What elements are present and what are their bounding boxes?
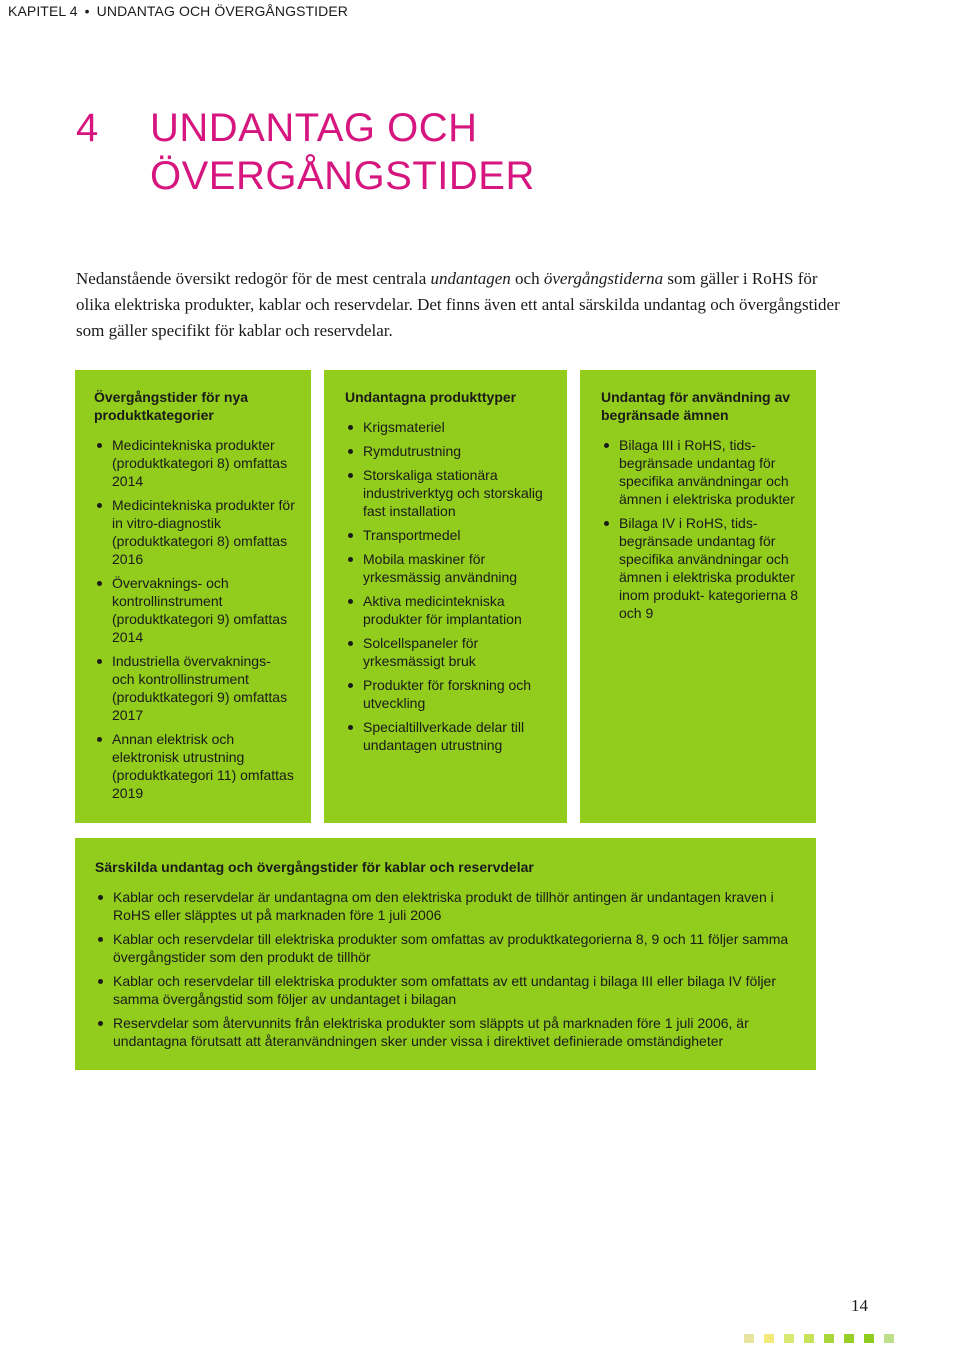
- list-item-text: Specialtillverkade delar till undantagen utrustning: [363, 719, 525, 753]
- deco-square: [764, 1334, 774, 1343]
- intro-part-3: som gäller i RoHS för olika elektriska produkter, kablar och reservdelar. Det finns även ett antal särskilda undantag och övergångstider som gäller specifikt för kablar och reservdelar.: [76, 269, 840, 340]
- list-item: [345, 442, 551, 460]
- list-item: [95, 888, 804, 924]
- list-item-text: Storskaliga stationära industriverktyg och storskalig fast installation: [363, 467, 543, 519]
- header-separator: •: [84, 3, 90, 19]
- list-item: [345, 592, 551, 628]
- box-restricted-substance-exemptions: [580, 370, 816, 823]
- list-item: [345, 676, 551, 712]
- bullet-icon: [348, 425, 353, 430]
- bullet-icon: [97, 443, 102, 448]
- list-item-text: Medicintekniska produkter för in vitro-diagnostik (produktkategori 8) omfattas 2016: [112, 497, 295, 567]
- bullet-icon: [98, 1021, 103, 1026]
- list-item-text: Bilaga III i RoHS, tids- begränsade undantag för specifika användningar och ämnen i elektriska produkter: [619, 437, 795, 507]
- box-heading: Undantag för användning av begränsade ämnen: [601, 389, 791, 423]
- bullet-icon: [348, 599, 353, 604]
- list-item-text: Produkter för forskning och utveckling: [363, 677, 532, 711]
- list-item-text: Solcellspaneler för yrkesmässigt bruk: [363, 635, 479, 669]
- list-item: [345, 634, 551, 670]
- deco-square: [864, 1334, 874, 1343]
- bullet-icon: [98, 895, 103, 900]
- list-item-text: Mobila maskiner för yrkesmässig användning: [363, 551, 518, 585]
- bullet-icon: [348, 641, 353, 646]
- running-header: [8, 3, 348, 19]
- bullet-icon: [97, 581, 102, 586]
- bullet-icon: [97, 737, 102, 742]
- list-item-text: Aktiva medicintekniska produkter för implantation: [363, 593, 522, 627]
- list-item-text: Medicintekniska produkter (produktkategori 8) omfattas 2014: [112, 437, 288, 489]
- list-item-text: Transportmedel: [363, 527, 461, 543]
- list-item-text: Övervaknings- och kontrollinstrument (produktkategori 9) omfattas 2014: [112, 575, 288, 645]
- intro-part-2: och: [510, 269, 544, 288]
- intro-part-1: Nedanstående översikt redogör för de mest centrala: [76, 269, 431, 288]
- deco-square: [824, 1334, 834, 1343]
- list-item-text: Krigsmateriel: [363, 419, 445, 435]
- deco-square: [884, 1334, 894, 1343]
- list-item: [94, 496, 295, 568]
- box-transition-periods: [75, 370, 311, 823]
- bullet-icon: [348, 473, 353, 478]
- box-heading: Övergångstider för nya produktkategorier: [94, 389, 249, 423]
- list-item: [345, 526, 551, 544]
- bullet-icon: [98, 979, 103, 984]
- list-item: [94, 730, 295, 802]
- chapter-label: KAPITEL 4: [8, 3, 78, 19]
- bullet-icon: [604, 443, 609, 448]
- list-item-text: Industriella övervaknings- och kontrollinstrument (produktkategori 9) omfattas 2017: [112, 653, 288, 723]
- bullet-list: [95, 888, 804, 1050]
- list-item: [94, 436, 295, 490]
- list-item-text: Kablar och reservdelar till elektriska produkter som omfattats av ett undantag i bilaga III eller bilaga IV följer samma övergångstid som följer av undantaget i bilagan: [113, 973, 776, 1007]
- intro-emphasis-undantagen: undantagen: [430, 269, 511, 288]
- intro-emphasis-overgangstiderna: övergångstiderna: [543, 269, 664, 288]
- list-item: [345, 550, 551, 586]
- list-item: [95, 972, 804, 1008]
- bullet-icon: [348, 725, 353, 730]
- list-item: [601, 514, 804, 622]
- bullet-list: [345, 418, 551, 754]
- deco-square: [744, 1334, 754, 1343]
- chapter-title-text: UNDANTAG OCH ÖVERGÅNGSTIDER: [150, 106, 535, 198]
- list-item: [94, 652, 295, 724]
- deco-square: [784, 1334, 794, 1343]
- chapter-number: 4: [76, 106, 99, 150]
- list-item-text: Bilaga IV i RoHS, tids- begränsade undantag för specifika användningar och ämnen i elektriska produkter inom produkt- kategorierna 8 och 9: [619, 515, 798, 621]
- box-heading: Undantagna produkttyper: [345, 389, 517, 405]
- decorative-squares: [744, 1334, 894, 1343]
- box-exempted-product-types: [324, 370, 567, 823]
- bullet-icon: [604, 521, 609, 526]
- bullet-list: [94, 436, 295, 802]
- page-number: 14: [851, 1296, 868, 1315]
- bullet-icon: [348, 683, 353, 688]
- list-item-text: Reservdelar som återvunnits från elektriska produkter som släppts ut på marknaden före 1 juli 2006, är undantagna förutsatt att återanvändningen sker under vissa i direktivet definierade omständigheter: [113, 1015, 749, 1049]
- chapter-name: UNDANTAG OCH ÖVERGÅNGSTIDER: [96, 3, 349, 19]
- bullet-list: [601, 436, 804, 622]
- bullet-icon: [348, 449, 353, 454]
- bullet-icon: [348, 557, 353, 562]
- list-item-text: Kablar och reservdelar är undantagna om den elektriska produkt de tillhör antingen är undantagen kraven i RoHS eller släpptes ut på marknaden före 1 juli 2006: [113, 889, 774, 923]
- deco-square: [844, 1334, 854, 1343]
- list-item: [345, 418, 551, 436]
- list-item: [601, 436, 804, 508]
- bullet-icon: [98, 937, 103, 942]
- bullet-icon: [348, 533, 353, 538]
- intro-paragraph: [76, 266, 846, 344]
- box-cables-and-spare-parts: [75, 838, 816, 1070]
- list-item: [95, 1014, 804, 1050]
- box-heading: Särskilda undantag och övergångstider för kablar och reservdelar: [95, 859, 534, 875]
- list-item: [95, 930, 804, 966]
- list-item-text: Kablar och reservdelar till elektriska produkter som omfattas av produktkategorierna 8, 9 och 11 följer samma övergångstider som den produkt de tillhör: [113, 931, 789, 965]
- bullet-icon: [97, 503, 102, 508]
- bullet-icon: [97, 659, 102, 664]
- list-item: [345, 718, 551, 754]
- list-item: [345, 466, 551, 520]
- list-item: [94, 574, 295, 646]
- list-item-text: Annan elektrisk och elektronisk utrustning (produktkategori 11) omfattas 2019: [112, 731, 294, 801]
- list-item-text: Rymdutrustning: [363, 443, 462, 459]
- deco-square: [804, 1334, 814, 1343]
